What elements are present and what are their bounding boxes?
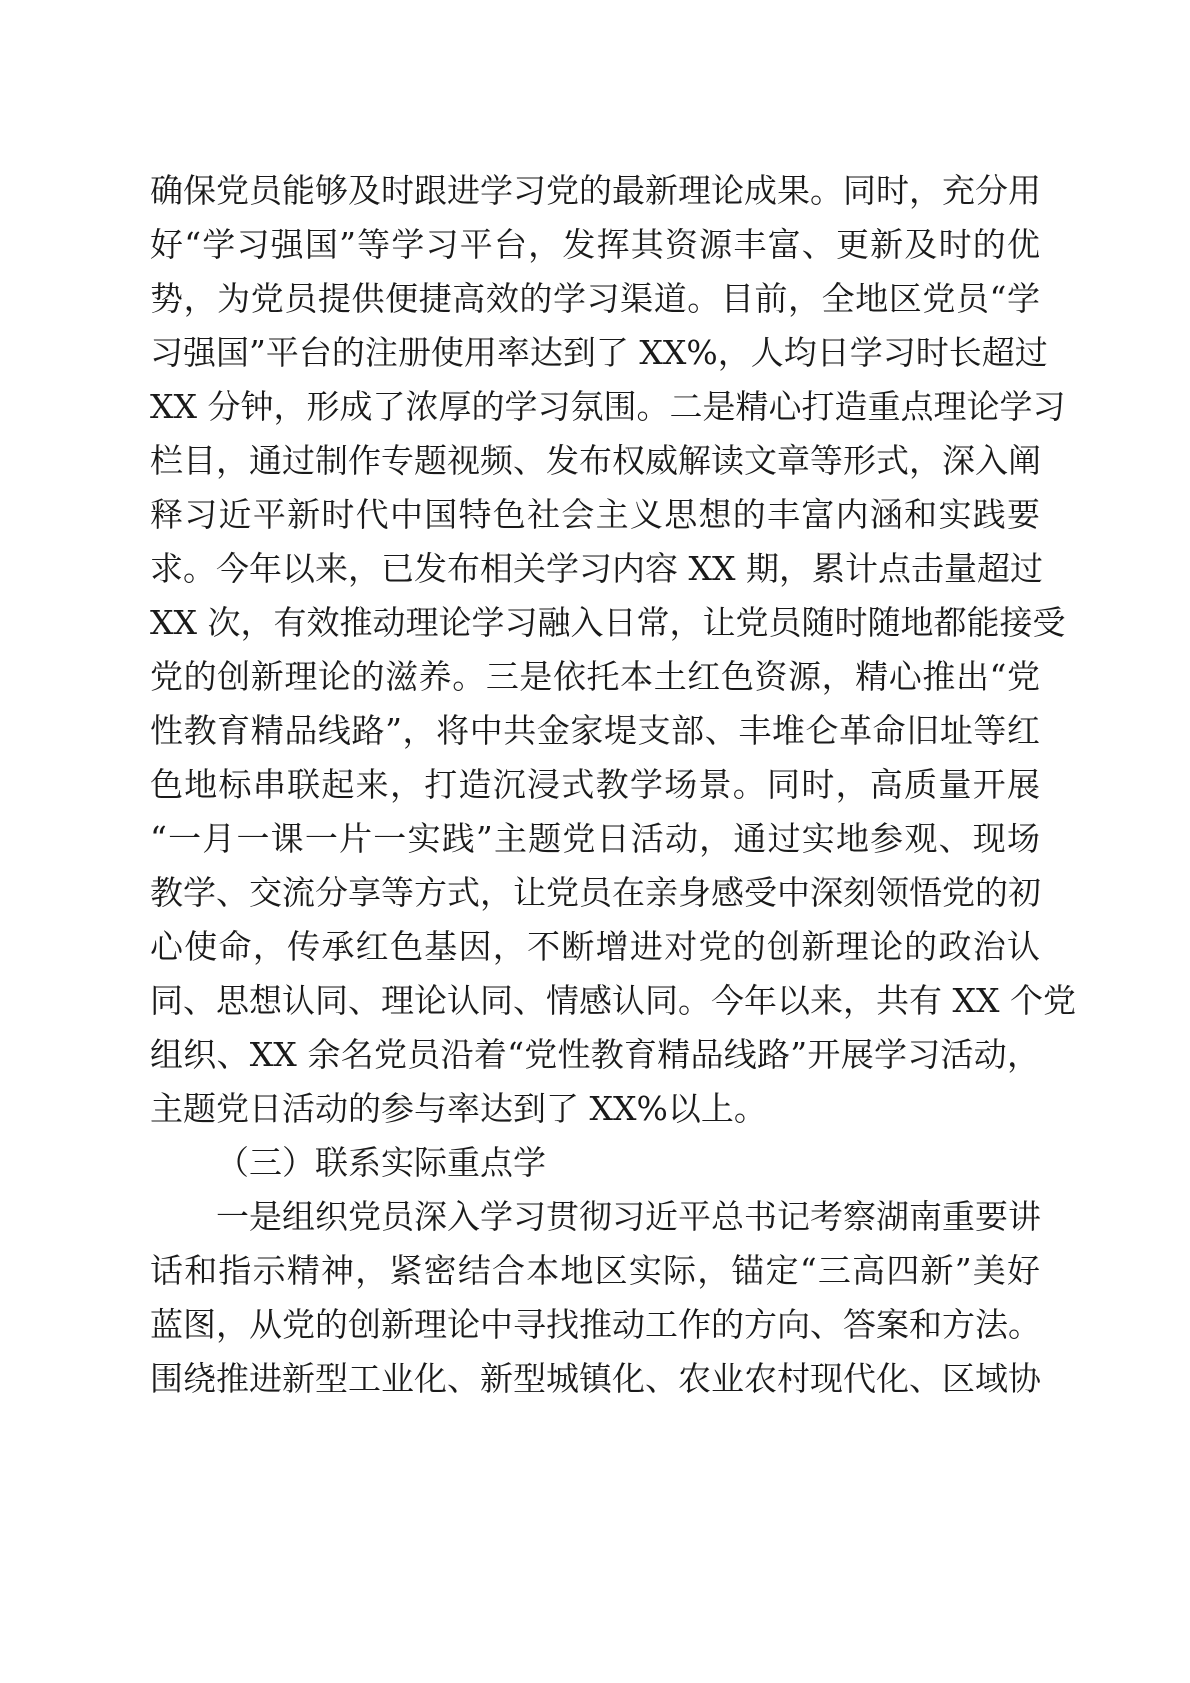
paragraph-line: 蓝图，从党的创新理论中寻找推动工作的方向、答案和方法。 <box>150 1305 1041 1344</box>
paragraph-line: 释习近平新时代中国特色社会主义思想的丰富内涵和实践要 <box>150 495 1040 534</box>
paragraph-line: 确保党员能够及时跟进学习党的最新理论成果。同时，充分用 <box>150 171 1041 210</box>
paragraph-line: 教学、交流分享等方式，让党员在亲身感受中深刻领悟党的初 <box>150 873 1041 912</box>
paragraph-line: 色地标串联起来，打造沉浸式教学场景。同时，高质量开展 <box>150 765 1040 804</box>
paragraph-line: 围绕推进新型工业化、新型城镇化、农业农村现代化、区域协 <box>150 1359 1041 1398</box>
paragraph-line: “一月一课一片一实践”主题党日活动，通过实地参观、现场 <box>150 819 1040 858</box>
paragraph-line: 话和指示精神，紧密结合本地区实际，锚定“三高四新”美好 <box>150 1251 1040 1290</box>
paragraph-line: XX 次，有效推动理论学习融入日常，让党员随时随地都能接受 <box>150 603 1066 642</box>
paragraph-line: 好“学习强国”等学习平台，发挥其资源丰富、更新及时的优 <box>150 225 1040 264</box>
paragraph-line: 党的创新理论的滋养。三是依托本土红色资源，精心推出“党 <box>150 657 1040 696</box>
paragraph-line: 组织、XX 余名党员沿着“党性教育精品线路”开展学习活动， <box>150 1035 1040 1074</box>
paragraph-line: 主题党日活动的参与率达到了 XX%以上。 <box>150 1089 767 1128</box>
paragraph-line: 心使命，传承红色基因，不断增进对党的创新理论的政治认 <box>150 927 1040 966</box>
section-heading: （三）联系实际重点学 <box>216 1143 546 1182</box>
paragraph-line: 势，为党员提供便捷高效的学习渠道。目前，全地区党员“学 <box>150 279 1040 318</box>
paragraph-line: 习强国”平台的注册使用率达到了 XX%，人均日学习时长超过 <box>150 333 1048 372</box>
paragraph-line: 求。今年以来，已发布相关学习内容 XX 期，累计点击量超过 <box>150 549 1043 588</box>
paragraph-line: 一是组织党员深入学习贯彻习近平总书记考察湖南重要讲 <box>216 1197 1041 1236</box>
paragraph-line: XX 分钟，形成了浓厚的学习氛围。二是精心打造重点理论学习 <box>150 387 1066 426</box>
paragraph-line: 栏目，通过制作专题视频、发布权威解读文章等形式，深入阐 <box>150 441 1041 480</box>
paragraph-line: 性教育精品线路”，将中共金家堤支部、丰堆仑革命旧址等红 <box>150 711 1040 750</box>
paragraph-line: 同、思想认同、理论认同、情感认同。今年以来，共有 XX 个党 <box>150 981 1076 1020</box>
